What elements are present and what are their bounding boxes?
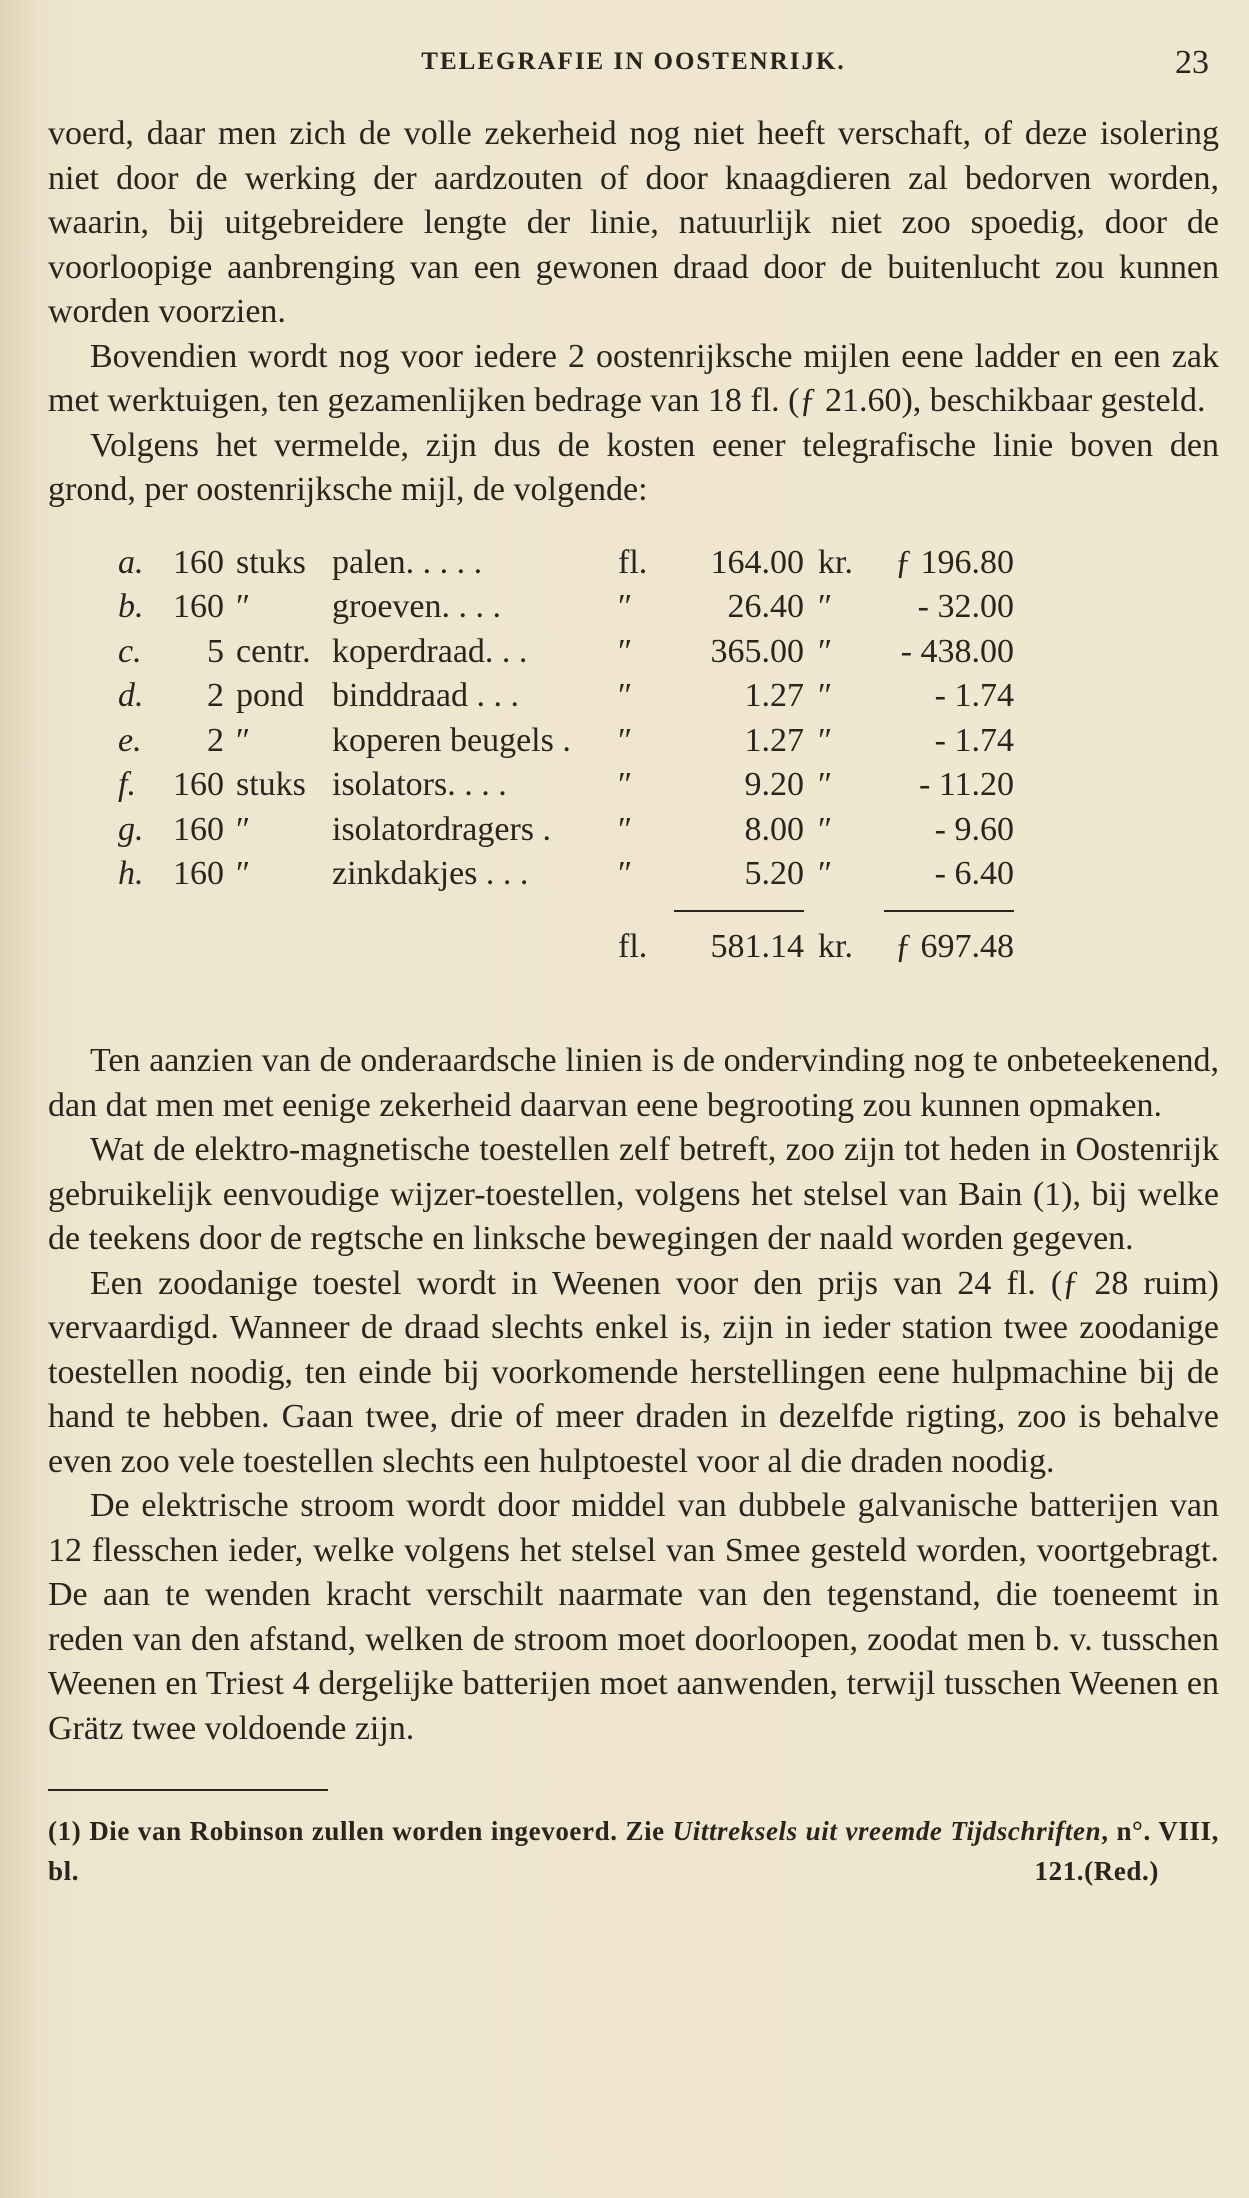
table-row bbox=[118, 852, 1014, 897]
cell-qty: 160 bbox=[173, 766, 224, 804]
cell-qty: 160 bbox=[173, 855, 224, 893]
cell-item: groeven. . . . bbox=[332, 588, 502, 626]
total-kr: kr. bbox=[818, 927, 853, 965]
cell-curr: ″ bbox=[618, 721, 633, 759]
cell-kr: ″ bbox=[818, 810, 833, 848]
cell-unit: stuks bbox=[236, 766, 306, 804]
paragraph-apparatus: Wat de elektro-magnetische toestellen zelf betreft, zoo zijn tot heden in Oostenrijk gebruikelijk eenvoudige wijzer-toestellen, volgens het stelsel van Bain (1), bij welke de teekens door de regtsche en linksche bewegingen der naald worden gegeven. bbox=[48, 1131, 1219, 1257]
cell-unit: ″ bbox=[236, 855, 251, 893]
cell-unit: stuks bbox=[236, 543, 306, 581]
cell-item: palen. . . . . bbox=[332, 543, 483, 581]
sum-rule bbox=[884, 910, 1014, 912]
page-header bbox=[48, 40, 1219, 112]
footnote-reference: , n°. VIII, bl. 121. bbox=[48, 1816, 1219, 1886]
cell-letter: f. bbox=[118, 766, 136, 804]
cell-eur: - 1.74 bbox=[934, 721, 1014, 759]
table-row bbox=[118, 630, 1014, 675]
sum-rule bbox=[674, 910, 804, 912]
footnote-marker: (1) bbox=[48, 1816, 82, 1846]
paragraph-ladder: Bovendien wordt nog voor iedere 2 oostenrijksche mijlen eene ladder en een zak met werktuigen, ten gezamenlijken bedrage van 18 fl. (ƒ 21.60), beschikbaar gesteld. bbox=[48, 337, 1219, 419]
cell-kr: ″ bbox=[818, 677, 833, 715]
paragraph-current: De elektrische stroom wordt door middel van dubbele galvanische batterijen van 12 flesschen ieder, welke volgens het stelsel van Smee gesteld worden, voortgebragt. De aan te wenden kracht verschilt naarmate van den tegenstand, die toeneemt in reden van den afstand, welken de stroom moet doorloopen, zoodat men b. v. tusschen Weenen en Triest 4 dergelijke batterijen moet aanwenden, terwijl tusschen Weenen en Grätz twee voldoende zijn. bbox=[48, 1487, 1219, 1747]
cell-amount: 164.00 bbox=[710, 543, 804, 581]
cell-curr: fl. bbox=[618, 543, 648, 581]
cell-unit: ″ bbox=[236, 810, 251, 848]
cell-amount: 5.20 bbox=[744, 855, 804, 893]
paragraph-price: Een zoodanige toestel wordt in Weenen voor den prijs van 24 fl. (ƒ 28 ruim) vervaardigd. Wanneer de draad slechts enkel is, zijn in ieder station twee zoodanige toestellen noodig, ten einde bij voorkomende herstellingen eene hulpmachine bij de hand te hebben. Gaan twee, drie of meer draden in dezelfde rigting, zoo is behalve even zoo vele toestellen slechts een hulptoestel voor al die draden noodig. bbox=[48, 1264, 1219, 1480]
cell-curr: ″ bbox=[618, 677, 633, 715]
cell-qty: 2 bbox=[207, 721, 224, 759]
cost-table bbox=[118, 541, 1014, 970]
table-row bbox=[118, 541, 1014, 586]
cell-curr: ″ bbox=[618, 855, 633, 893]
cell-letter: a. bbox=[118, 543, 144, 581]
total-row bbox=[118, 925, 1014, 970]
table-row bbox=[118, 808, 1014, 853]
cell-amount: 8.00 bbox=[744, 810, 804, 848]
paragraph-underground: Ten aanzien van de onderaardsche linien is de ondervinding nog te onbeteekenend, dan dat men met eenige zekerheid daarvan eene begrooting zou kunnen opmaken. bbox=[48, 1042, 1219, 1124]
cell-unit: ″ bbox=[236, 588, 251, 626]
cell-qty: 160 bbox=[173, 588, 224, 626]
footnote bbox=[48, 1811, 1219, 1891]
cell-amount: 9.20 bbox=[744, 766, 804, 804]
cell-letter: h. bbox=[118, 855, 144, 893]
sum-rule-row bbox=[118, 897, 1014, 925]
footnote-source-title: Uittreksels uit vreemde Tijdschriften bbox=[672, 1816, 1102, 1846]
cell-item: isolatordragers . bbox=[332, 810, 552, 848]
cell-kr: ″ bbox=[818, 721, 833, 759]
table-row bbox=[118, 585, 1014, 630]
cell-curr: ″ bbox=[618, 632, 633, 670]
cell-letter: g. bbox=[118, 810, 144, 848]
page-number: 23 bbox=[1175, 44, 1209, 81]
cell-unit: pond bbox=[236, 677, 304, 715]
cell-item: zinkdakjes . . . bbox=[332, 855, 529, 893]
table-row bbox=[118, 674, 1014, 719]
cell-item: binddraad . . . bbox=[332, 677, 519, 715]
footnote-divider bbox=[48, 1789, 328, 1791]
paragraph-costs-intro: Volgens het vermelde, zijn dus de kosten eener telegrafische linie boven den grond, per oostenrijksche mijl, de volgende: bbox=[48, 426, 1219, 508]
cell-kr: ″ bbox=[818, 766, 833, 804]
total-amount: 581.14 bbox=[710, 927, 804, 965]
cell-kr: ″ bbox=[818, 855, 833, 893]
cell-amount: 365.00 bbox=[710, 632, 804, 670]
cell-curr: ″ bbox=[618, 810, 633, 848]
cell-kr: ″ bbox=[818, 632, 833, 670]
cell-unit: centr. bbox=[236, 632, 311, 670]
cell-qty: 160 bbox=[173, 810, 224, 848]
cell-eur: - 6.40 bbox=[934, 855, 1014, 893]
cell-item: koperdraad. . . bbox=[332, 632, 528, 670]
paragraph-continuation: voerd, daar men zich de volle zekerheid nog niet heeft verschaft, of deze isolering niet door de werking der aardzouten of door knaagdieren zal bedorven worden, waarin, bij uitgebreidere lengte der linie, natuurlijk niet zoo spoedig, door de voorloopige aanbrenging van een gewonen draad door de buitenlucht zou kunnen worden voorzien. bbox=[48, 115, 1219, 330]
spacer bbox=[48, 969, 1219, 1039]
cell-unit: ″ bbox=[236, 721, 251, 759]
cell-eur: - 9.60 bbox=[934, 810, 1014, 848]
cell-eur: ƒ 196.80 bbox=[895, 543, 1014, 581]
cell-eur: - 438.00 bbox=[900, 632, 1014, 670]
cell-curr: ″ bbox=[618, 766, 633, 804]
cell-amount: 1.27 bbox=[744, 721, 804, 759]
cell-letter: b. bbox=[118, 588, 144, 626]
total-curr: fl. bbox=[618, 927, 648, 965]
cell-eur: - 1.74 bbox=[934, 677, 1014, 715]
cell-eur: - 32.00 bbox=[917, 588, 1014, 626]
footnote-text: Die van Robinson zullen worden ingevoerd. Zie bbox=[89, 1816, 665, 1846]
footnote-signature: (Red.) bbox=[1084, 1856, 1159, 1886]
cell-amount: 26.40 bbox=[727, 588, 804, 626]
table-row bbox=[118, 719, 1014, 764]
cell-kr: ″ bbox=[818, 588, 833, 626]
cell-item: koperen beugels . bbox=[332, 721, 571, 759]
cell-item: isolators. . . . bbox=[332, 766, 507, 804]
cell-eur: - 11.20 bbox=[918, 766, 1014, 804]
cell-kr: kr. bbox=[818, 543, 853, 581]
cell-amount: 1.27 bbox=[744, 677, 804, 715]
cell-letter: d. bbox=[118, 677, 144, 715]
cell-qty: 5 bbox=[207, 632, 224, 670]
table-row bbox=[118, 763, 1014, 808]
cell-qty: 2 bbox=[207, 677, 224, 715]
cell-letter: c. bbox=[118, 632, 142, 670]
running-title: TELEGRAFIE IN OOSTENRIJK. bbox=[421, 48, 846, 75]
cell-qty: 160 bbox=[173, 543, 224, 581]
total-eur: ƒ 697.48 bbox=[895, 927, 1014, 965]
cell-letter: e. bbox=[118, 721, 142, 759]
cell-curr: ″ bbox=[618, 588, 633, 626]
